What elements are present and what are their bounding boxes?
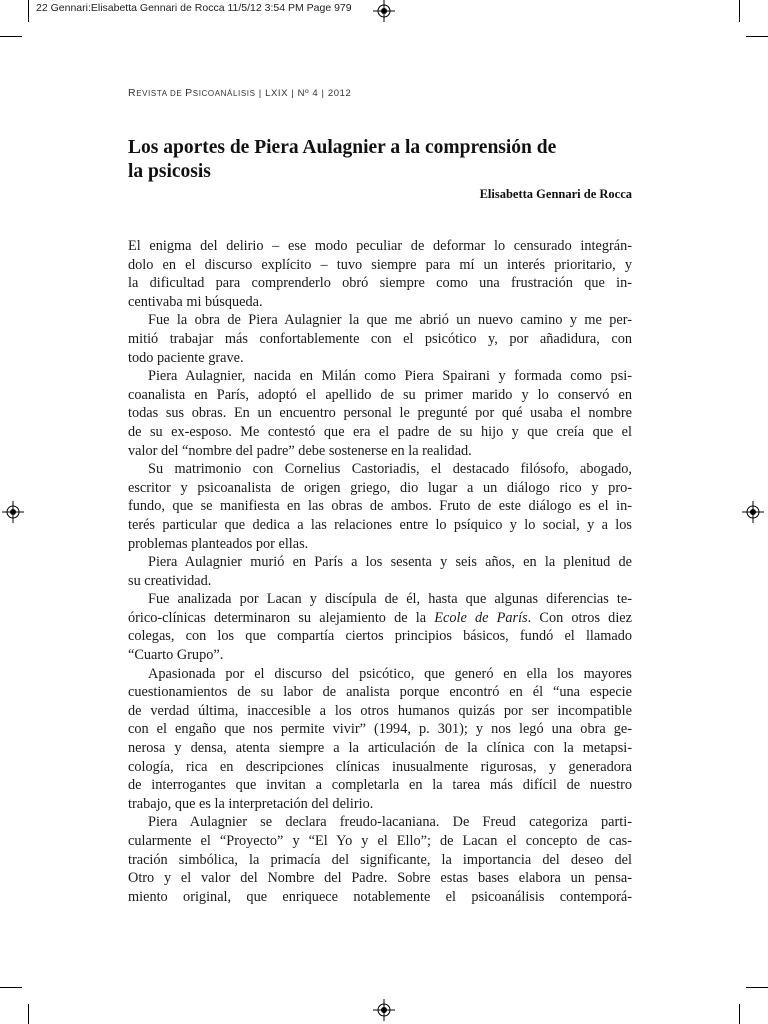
paragraph-line: nerosa y densa, atenta siempre a la articulación de la clínica con la metapsi- [128, 740, 632, 757]
paragraph-line: centivaba mi búsqueda. [128, 293, 263, 310]
printer-slug: 22 Gennari:Elisabetta Gennari de Rocca 11/5/12 3:54 PM Page 979 [36, 2, 352, 14]
paragraph-line: fundo, que se manifiesta en las obras de ambos. Fruto de este diálogo es el in- [128, 498, 632, 515]
paragraph-line: la dificultad para comprenderlo obró siempre como una frustración que in- [128, 275, 632, 292]
paragraph-line: problemas planteados por ellas. [128, 535, 309, 552]
paragraph-line: cología, rica en descripciones clínicas inusualmente rigurosas, y generadora [128, 758, 632, 775]
crop-mark-bottom-left-v [28, 1004, 29, 1024]
paragraph-line-text: . Con otros diez [527, 609, 632, 626]
paragraph-line: Su matrimonio con Cornelius Castoriadis, el destacado filósofo, abogado, [148, 461, 632, 478]
running-head [128, 87, 351, 99]
crop-mark-bottom-left-h [0, 987, 22, 988]
paragraph-line: todas sus obras. En un encuentro personal le pregunté por qué usaba el nombre [128, 405, 632, 422]
registration-mark-bottom-icon [373, 999, 395, 1021]
paragraph-line: cularmente el “Proyecto” y “El Yo y el Ello”; de Lacan el concepto de cas- [128, 833, 632, 849]
article-author: Elisabetta Gennari de Rocca [479, 187, 632, 201]
paragraph-line: trabajo, que es la interpretación del delirio. [128, 795, 374, 812]
crop-mark-top-right-v [739, 0, 740, 22]
paragraph-line: dolo en el discurso explícito – tuvo siempre para mí un interés prioritario, y [128, 256, 632, 273]
journal-name-initial-p: P [185, 87, 193, 99]
paragraph-line: cuestionamientos de su labor de analista porque encontró en él “una especie [128, 684, 632, 701]
registration-mark-top-icon [373, 0, 395, 22]
issue-details: | LXIX | Nº 4 | 2012 [255, 88, 352, 99]
article-body [128, 237, 632, 906]
paragraph-line: Otro y el valor del Nombre del Padre. Sobre estas bases elabora un pensa- [128, 870, 632, 887]
paragraph-line: Piera Aulagnier, nacida en Milán como Piera Spairani y formada como psi- [148, 368, 632, 385]
paragraph-line: coanalista en París, adoptó el apellido de su primer marido y lo conservó en [128, 386, 632, 403]
crop-mark-top-left-h [0, 36, 22, 37]
registration-mark-right-icon [742, 501, 764, 523]
paragraph-line: El enigma del delirio – ese modo peculiar de deformar lo censurado integrán- [128, 238, 632, 254]
paragraph-line: Fue analizada por Lacan y discípula de él, hasta que algunas diferencias te- [148, 591, 632, 608]
paragraph-line-text: órico-clínicas determinaron su alejamiento de la [128, 609, 435, 626]
paragraph-line: Piera Aulagnier murió en París a los sesenta y seis años, en la plenitud de [148, 554, 632, 571]
paragraph-line: con el engaño que nos permite vivir” (1994, p. 301); y nos legó una obra ge- [128, 721, 632, 738]
crop-mark-top-left-v [28, 0, 29, 22]
paragraph-line: Fue la obra de Piera Aulagnier la que me abrió un nuevo camino y me per- [148, 312, 632, 329]
paragraph-line: de verdad última, inaccesible a los otros humanos quizás por ser incompatible [128, 702, 632, 719]
crop-mark-top-right-h [746, 36, 768, 37]
article-title-line-2: la psicosis [128, 161, 211, 182]
institution-name-italic: Ecole de París [434, 609, 528, 626]
paragraph-line: todo paciente grave. [128, 349, 244, 366]
journal-name-initial-r: R [128, 87, 137, 99]
registration-mark-left-icon [2, 501, 24, 523]
crop-mark-bottom-right-h [746, 987, 768, 988]
paragraph-line: colegas, con los que compartía ciertos principios básicos, fundó el llamado [128, 628, 632, 645]
paragraph-line: Piera Aulagnier se declara freudo-lacaniana. De Freud categoriza parti- [148, 814, 632, 831]
paragraph-line: de su ex-esposo. Me contestó que era el padre de su hijo y que creía que el [128, 423, 632, 440]
paragraph-line: mitió trabajar más confortablemente con el psicótico y, por añadidura, con [128, 330, 632, 347]
paragraph-line: valor del “nombre del padre” debe sostenerse en la realidad. [128, 442, 472, 459]
paragraph-line: miento original, que enriquece notablemente el psicoanálisis contemporá- [128, 888, 632, 905]
paragraph-line: de interrogantes que invitan a completarla en la tarea más difícil de nuestro [128, 777, 632, 794]
crop-mark-bottom-right-v [739, 1004, 740, 1024]
journal-name-part-2: SICOANÁLISIS [192, 89, 256, 98]
paragraph-line: Apasionada por el discurso del psicótico, que generó en ella los mayores [148, 665, 632, 682]
paragraph-line: escritor y psicoanalista de origen griego, dio lugar a un diálogo rico y pro- [128, 479, 632, 496]
paragraph-line: terés particular que dedica a las relaciones entre lo psíquico y lo social, y a los [128, 516, 632, 533]
article-title-line-1: Los aportes de Piera Aulagnier a la comprensión de [128, 137, 557, 158]
paragraph-line: tración simbólica, la primacía del significante, la importancia del deseo del [128, 851, 632, 868]
journal-name-part-1: EVISTA DE [136, 89, 186, 98]
paragraph-line [128, 609, 632, 628]
article-title [128, 136, 638, 184]
paragraph-line: “Cuarto Grupo”. [128, 647, 224, 664]
paragraph-line: su creatividad. [128, 572, 212, 589]
